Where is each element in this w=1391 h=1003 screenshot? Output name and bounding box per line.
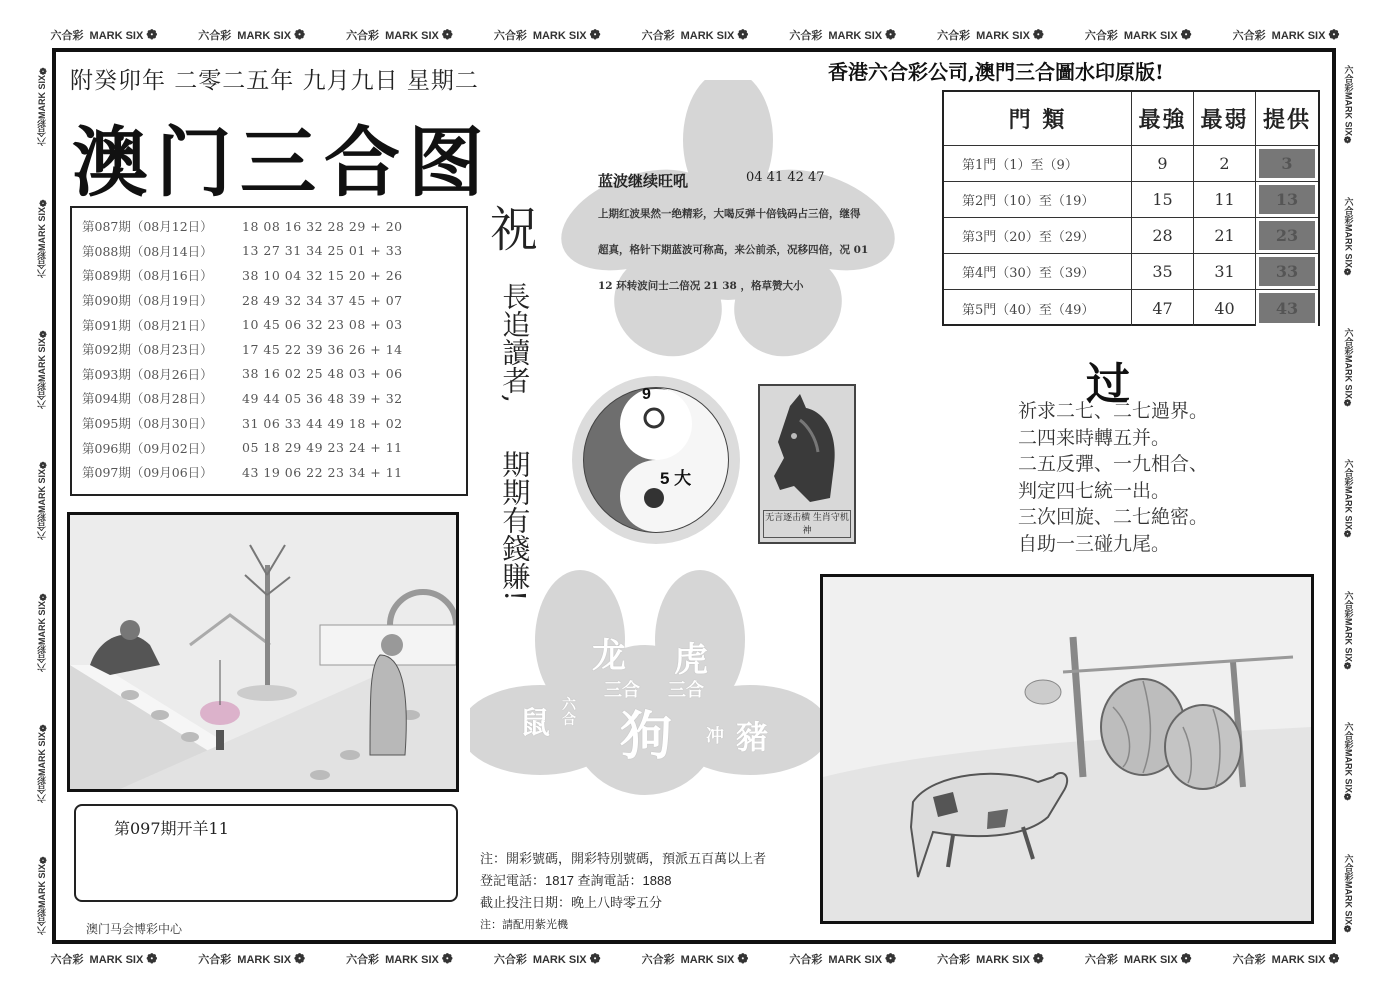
border-brand-item <box>1343 328 1356 409</box>
border-brand-en: MARK SIX <box>828 954 883 966</box>
poem-line: 自助一三碰九尾。 <box>1018 532 1171 555</box>
table-row <box>944 254 1318 290</box>
border-brand-en: MARK SIX <box>828 30 883 42</box>
border-brand-cn: 六合彩 <box>198 30 232 42</box>
border-brand-cn: 六合彩 <box>198 954 232 966</box>
history-row <box>82 386 456 411</box>
history-period: 第097期（09月06日） <box>82 465 213 481</box>
border-brand-en: MARK SIX <box>1123 30 1178 42</box>
border-brand-cn: 六合彩 <box>50 954 84 966</box>
border-brand-en: MARK SIX <box>36 732 47 777</box>
border-brand-en: MARK SIX <box>237 30 292 42</box>
poem-line: 二四来時轉五并。 <box>1018 426 1171 449</box>
border-brand-en: MARK SIX <box>976 954 1030 966</box>
border-brand-cn: 六合彩 <box>1343 328 1354 356</box>
notes-line-1: 注：開彩號碼，開彩特別號碼，預派五百萬以上者 <box>480 851 767 866</box>
zodiac-rat: 鼠 <box>520 706 550 741</box>
provided-cell: 3 <box>1256 146 1318 181</box>
border-brand-item <box>789 951 896 967</box>
border-brand-item <box>1343 591 1356 672</box>
door-label-cell: 第5門（40）至（49） <box>944 290 1132 326</box>
zodiac-pig: 豬 <box>736 718 769 756</box>
border-brand-cn: 六合彩 <box>937 30 971 42</box>
yin-yang-symbol <box>566 372 746 548</box>
border-brand-cn: 六合彩 <box>36 907 47 935</box>
notes-line-3: 截止投注日期：晚上八時零五分 <box>480 895 663 910</box>
border-brand-en: MARK SIX <box>1343 223 1354 268</box>
border-brand-item <box>35 459 48 540</box>
history-period: 第093期（08月26日） <box>82 366 213 382</box>
bottom-border-band <box>30 948 1360 970</box>
blue-wave-heading: 蓝波继续旺吼 <box>598 172 689 190</box>
provided-cell: 23 <box>1256 218 1318 253</box>
zodiac-three-harmony-2: 三合 <box>668 680 704 701</box>
border-brand-cn: 六合彩 <box>36 250 47 278</box>
zodiac-six-harmony: 六合 <box>562 697 576 728</box>
zodiac-tiger: 虎 <box>674 640 708 680</box>
notes-line-4: 注：請配用紫光機 <box>480 918 568 931</box>
border-brand-en: MARK SIX <box>1343 355 1354 400</box>
border-brand-cn: 六合彩 <box>789 30 823 42</box>
history-numbers: 49 44 05 36 48 39 + 32 <box>242 390 403 406</box>
table-row <box>944 290 1318 326</box>
horse-head-icon <box>760 386 854 510</box>
history-row <box>82 263 456 288</box>
provided-cell: 43 <box>1256 290 1318 326</box>
poem-body <box>1018 398 1208 557</box>
border-brand-item <box>1233 951 1340 967</box>
border-brand-cn: 六合彩 <box>36 644 47 672</box>
flower-icon: ❁ <box>1032 27 1044 42</box>
courtyard-scene-image <box>70 515 456 789</box>
flower-icon: ❁ <box>1343 267 1354 278</box>
border-brand-item <box>1085 27 1192 43</box>
draw-history-box <box>70 206 468 496</box>
history-numbers: 18 08 16 32 28 29 + 20 <box>242 218 403 234</box>
flower-icon: ❁ <box>441 951 453 966</box>
zodiac-dragon: 龙 <box>592 636 626 676</box>
greeting-line-2: 期期有錢賺! <box>498 450 532 602</box>
flower-icon: ❁ <box>737 27 749 42</box>
table-header-cell: 最弱 <box>1194 92 1256 145</box>
strongest-cell: 9 <box>1132 146 1194 181</box>
border-brand-en: MARK SIX <box>36 338 47 383</box>
story-illustration-left <box>67 512 459 792</box>
greeting-main-char: 祝 <box>481 204 538 252</box>
flower-icon: ❁ <box>589 27 601 42</box>
flower-icon: ❁ <box>36 722 47 733</box>
footer-organization: 澳门马会博彩中心 <box>86 922 183 936</box>
weakest-cell: 21 <box>1194 218 1256 253</box>
result-text: 第097期开羊11 <box>114 819 229 838</box>
weakest-cell: 31 <box>1194 254 1256 289</box>
history-numbers: 13 27 31 34 25 01 + 33 <box>242 243 403 259</box>
border-brand-en: MARK SIX <box>385 954 439 966</box>
border-brand-cn: 六合彩 <box>346 954 380 966</box>
border-brand-item <box>346 27 453 43</box>
table-header-cell: 提供 <box>1262 107 1311 133</box>
border-brand-en: MARK SIX <box>680 30 735 42</box>
right-border-band <box>1338 40 1360 960</box>
border-brand-item <box>35 722 48 803</box>
history-row <box>82 435 456 460</box>
greeting-line-1: 長追讀者, <box>498 282 532 403</box>
history-period: 第091期（08月21日） <box>82 317 213 333</box>
flower-icon: ❁ <box>1328 27 1340 42</box>
border-brand-cn: 六合彩 <box>36 513 47 541</box>
table-row <box>944 182 1318 218</box>
zodiac-clash: 冲 <box>706 726 724 747</box>
flower-icon: ❁ <box>1343 136 1354 147</box>
border-brand-cn: 六合彩 <box>50 30 84 42</box>
border-brand-cn: 六合彩 <box>493 954 527 966</box>
border-brand-en: MARK SIX <box>89 954 144 966</box>
border-brand-cn: 六合彩 <box>346 30 380 42</box>
border-brand-item <box>642 27 749 43</box>
result-box <box>74 804 458 902</box>
weakest-cell: 2 <box>1194 146 1256 181</box>
border-brand-en: MARK SIX <box>1343 880 1354 925</box>
poem-line: 判定四七統一出。 <box>1018 479 1171 502</box>
history-row <box>82 239 456 264</box>
flower-icon: ❁ <box>737 951 749 966</box>
border-brand-item <box>198 951 305 967</box>
history-row <box>82 288 456 313</box>
flower-icon: ❁ <box>36 196 47 207</box>
history-period: 第087期（08月12日） <box>82 219 213 235</box>
flower-icon: ❁ <box>36 590 47 601</box>
history-period: 第089期（08月16日） <box>82 268 213 284</box>
border-brand-en: MARK SIX <box>385 30 439 42</box>
strongest-cell: 47 <box>1132 290 1194 326</box>
flower-icon: ❁ <box>146 951 158 966</box>
border-brand-cn: 六合彩 <box>641 954 675 966</box>
poem-line: 三次回旋、二七絶密。 <box>1018 506 1209 528</box>
table-row <box>944 146 1318 182</box>
border-brand-item <box>51 27 158 43</box>
flower-icon: ❁ <box>885 951 897 966</box>
strongest-cell: 35 <box>1132 254 1194 289</box>
border-brand-cn: 六合彩 <box>493 30 527 42</box>
history-numbers: 28 49 32 34 37 45 + 07 <box>242 292 403 308</box>
flower-icon: ❁ <box>1343 924 1354 935</box>
border-brand-item <box>1343 65 1356 146</box>
border-brand-cn: 六合彩 <box>36 119 47 147</box>
zodiac-dog: 狗 <box>620 707 673 767</box>
border-brand-en: MARK SIX <box>1271 30 1326 42</box>
door-label-cell: 第2門（10）至（19） <box>944 182 1132 217</box>
border-brand-cn: 六合彩 <box>1343 65 1354 93</box>
border-brand-en: MARK SIX <box>1271 954 1326 966</box>
flower-icon: ❁ <box>441 27 453 42</box>
notes-line-2: 登記電話：1817 查詢電話：1888 <box>480 873 672 888</box>
border-brand-en: MARK SIX <box>36 206 47 251</box>
flower-icon: ❁ <box>1032 951 1044 966</box>
history-row <box>82 411 456 436</box>
history-numbers: 38 16 02 25 48 03 + 06 <box>242 366 403 382</box>
story-illustration-right <box>820 574 1314 924</box>
table-row <box>944 218 1318 254</box>
weakest-cell: 40 <box>1194 290 1256 326</box>
border-brand-en: MARK SIX <box>680 954 735 966</box>
pig-and-melons-image <box>823 577 1311 921</box>
flower-icon: ❁ <box>1343 399 1354 410</box>
border-brand-en: MARK SIX <box>532 30 587 42</box>
strongest-cell: 15 <box>1132 182 1194 217</box>
border-brand-item <box>51 951 158 967</box>
border-brand-cn: 六合彩 <box>641 30 675 42</box>
border-brand-item <box>1343 722 1356 803</box>
border-brand-en: MARK SIX <box>532 954 587 966</box>
provided-cell: 33 <box>1256 254 1318 289</box>
blue-wave-text: 上期红波果然一绝精彩，大喝反弹十倍钱码占三倍，继得超真，格针下期蓝波可称高，来公前杀，况移四倍，况 01 12 环转波问士二倍况 21 38 ，格草赞大小 <box>598 208 869 292</box>
history-period: 第092期（08月23日） <box>82 342 213 358</box>
border-brand-en: MARK SIX <box>1123 954 1178 966</box>
border-brand-item <box>1085 951 1192 967</box>
border-brand-cn: 六合彩 <box>36 382 47 410</box>
border-brand-item <box>1343 459 1356 540</box>
poem-title: 过 <box>1086 359 1130 410</box>
border-brand-item <box>198 27 305 43</box>
border-brand-cn: 六合彩 <box>1084 954 1118 966</box>
border-brand-cn: 六合彩 <box>1232 954 1266 966</box>
border-brand-en: MARK SIX <box>1343 92 1354 137</box>
border-brand-item <box>35 197 48 278</box>
provided-cell: 13 <box>1256 182 1318 217</box>
border-brand-cn: 六合彩 <box>937 954 971 966</box>
history-period: 第094期（08月28日） <box>82 391 213 407</box>
border-brand-item <box>789 27 896 43</box>
flower-icon: ❁ <box>1328 951 1340 966</box>
history-period: 第095期（08月30日） <box>82 416 213 432</box>
door-category-table <box>942 90 1320 326</box>
border-brand-en: MARK SIX <box>237 954 292 966</box>
border-brand-item <box>937 951 1044 967</box>
border-brand-en: MARK SIX <box>976 30 1030 42</box>
border-brand-cn: 六合彩 <box>1232 30 1266 42</box>
border-brand-item <box>1233 27 1340 43</box>
history-period: 第096期（09月02日） <box>82 440 213 456</box>
left-border-band <box>30 40 52 960</box>
border-brand-item <box>642 951 749 967</box>
company-heading: 香港六合彩公司,澳門三合圖水印原版! <box>828 60 1164 84</box>
history-row <box>82 337 456 362</box>
border-brand-cn: 六合彩 <box>1343 459 1354 487</box>
flower-icon: ❁ <box>36 459 47 470</box>
top-border-band <box>30 24 1360 46</box>
flower-icon: ❁ <box>294 27 305 42</box>
flower-icon: ❁ <box>36 328 47 339</box>
border-brand-cn: 六合彩 <box>789 954 823 966</box>
border-brand-en: MARK SIX <box>36 863 47 908</box>
history-numbers: 43 19 06 22 23 34 + 11 <box>242 464 403 480</box>
table-header-cell: 最強 <box>1132 92 1194 145</box>
border-brand-en: MARK SIX <box>1343 617 1354 662</box>
horse-card <box>758 384 856 544</box>
border-brand-cn: 六合彩 <box>1343 196 1354 224</box>
border-brand-en: MARK SIX <box>1343 749 1354 794</box>
border-brand-en: MARK SIX <box>1343 486 1354 531</box>
flower-icon: ❁ <box>589 951 601 966</box>
poem-line: 二五反彈、一九相合、 <box>1018 453 1209 475</box>
flower-icon: ❁ <box>1180 27 1192 42</box>
border-brand-en: MARK SIX <box>36 75 47 120</box>
border-brand-item <box>494 27 601 43</box>
history-numbers: 17 45 22 39 36 26 + 14 <box>242 341 403 357</box>
border-brand-en: MARK SIX <box>89 30 144 42</box>
table-header-row <box>944 92 1318 146</box>
border-brand-cn: 六合彩 <box>1084 30 1118 42</box>
border-brand-cn: 六合彩 <box>1343 590 1354 618</box>
border-brand-item <box>35 854 48 935</box>
blue-wave-numbers: 04 41 42 47 <box>746 170 825 185</box>
flower-icon: ❁ <box>1180 951 1192 966</box>
history-row <box>82 362 456 387</box>
door-label-cell: 第1門（1）至（9） <box>944 146 1132 181</box>
history-row <box>82 312 456 337</box>
flower-icon: ❁ <box>885 27 897 42</box>
border-brand-cn: 六合彩 <box>36 776 47 804</box>
door-label-cell: 第3門（20）至（29） <box>944 218 1132 253</box>
history-period: 第090期（08月19日） <box>82 293 213 309</box>
horse-caption: 无言逐击横 生肖守机神 <box>763 510 851 538</box>
history-numbers: 05 18 29 49 23 24 + 11 <box>242 440 403 456</box>
border-brand-item <box>1343 197 1356 278</box>
flower-icon: ❁ <box>36 65 47 76</box>
border-brand-item <box>35 328 48 409</box>
date-line: 附癸卯年 二零二五年 九月九日 星期二 <box>70 68 479 94</box>
border-brand-item <box>35 65 48 146</box>
history-row <box>82 214 456 239</box>
flower-icon: ❁ <box>1343 793 1354 804</box>
flower-icon: ❁ <box>36 853 47 864</box>
border-brand-item <box>494 951 601 967</box>
table-header-cell: 門 類 <box>944 92 1132 145</box>
zodiac-three-harmony-1: 三合 <box>604 680 640 701</box>
history-row <box>82 460 456 485</box>
notes-block <box>480 848 766 936</box>
border-brand-item <box>35 591 48 672</box>
flower-icon: ❁ <box>1343 661 1354 672</box>
border-brand-item <box>346 951 453 967</box>
border-brand-en: MARK SIX <box>36 600 47 645</box>
history-numbers: 31 06 33 44 49 18 + 02 <box>242 415 403 431</box>
weakest-cell: 11 <box>1194 182 1256 217</box>
flower-icon: ❁ <box>294 951 305 966</box>
border-brand-item <box>1343 854 1356 935</box>
border-brand-cn: 六合彩 <box>1343 853 1354 881</box>
strongest-cell: 28 <box>1132 218 1194 253</box>
page-title: 澳门三合图 <box>72 118 492 207</box>
history-numbers: 38 10 04 32 15 20 + 26 <box>242 267 403 283</box>
history-period: 第088期（08月14日） <box>82 243 213 259</box>
poem-line: 祈求二七、二七過界。 <box>1018 400 1209 422</box>
yin-yang-top-number: 9 <box>642 386 651 403</box>
border-brand-item <box>937 27 1044 43</box>
border-brand-en: MARK SIX <box>36 469 47 514</box>
border-brand-cn: 六合彩 <box>1343 722 1354 750</box>
history-numbers: 10 45 06 32 23 08 + 03 <box>242 317 403 333</box>
flower-icon: ❁ <box>146 27 158 42</box>
door-label-cell: 第4門（30）至（39） <box>944 254 1132 289</box>
flower-icon: ❁ <box>1343 530 1354 541</box>
yin-yang-bottom-label: 5 大 <box>660 469 692 488</box>
